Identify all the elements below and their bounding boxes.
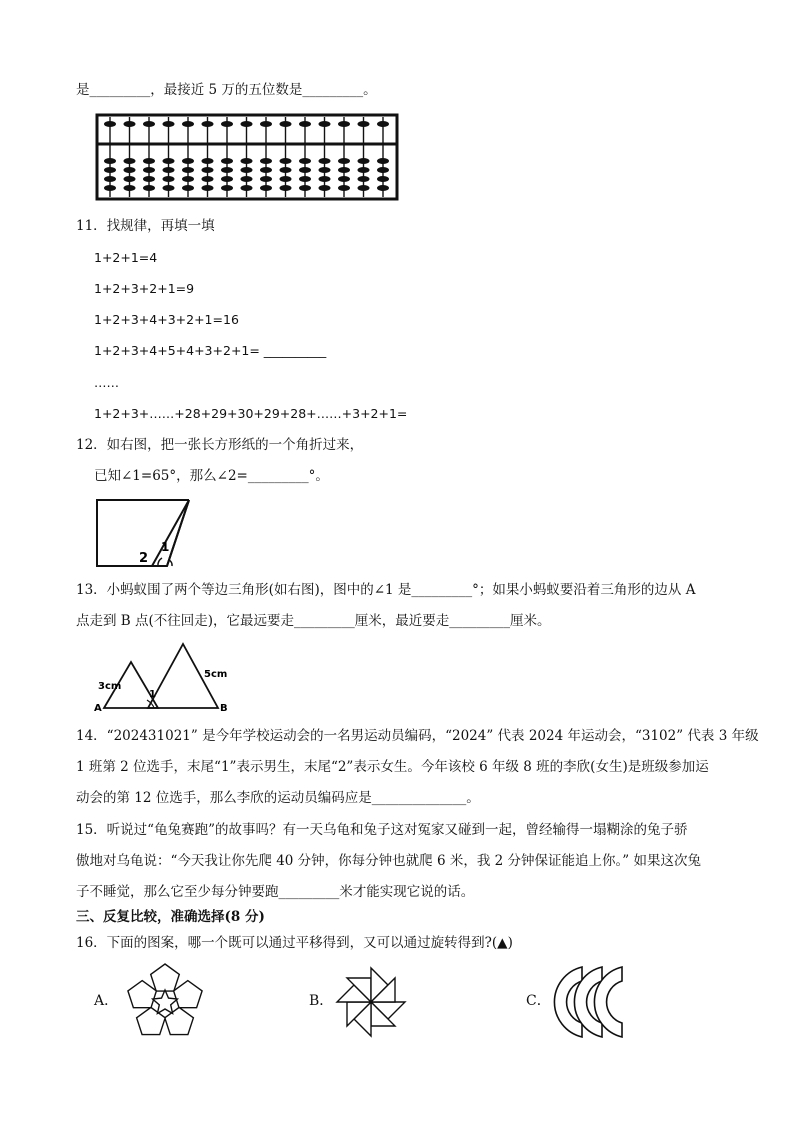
q12-line-2: 已知∠1=65°，那么∠2=_________°。 (94, 468, 329, 484)
abacus-lower-bead (377, 176, 389, 182)
abacus-lower-bead (280, 185, 292, 191)
q14-line-1: 14．“202431021” 是今年学校运动会的一名男运动员编码，“2024” 代表 2024 年运动会，“3102” 代表 3 年级 (76, 728, 759, 744)
abacus-upper-bead (280, 121, 292, 127)
abacus-lower-bead (182, 158, 194, 164)
abacus-lower-bead (104, 176, 116, 182)
abacus-lower-bead (241, 185, 253, 191)
abacus-lower-bead (299, 158, 311, 164)
abacus-lower-bead (221, 185, 233, 191)
abacus-lower-bead (143, 158, 155, 164)
q11-row-5: …… (94, 375, 119, 390)
abacus-lower-bead (280, 167, 292, 173)
abacus-upper-bead (241, 121, 253, 127)
abacus-lower-bead (377, 185, 389, 191)
q16-option-b[interactable]: B． (309, 993, 334, 1009)
abacus-lower-bead (182, 176, 194, 182)
q10-line: 是_________，最接近 5 万的五位数是_________。 (76, 82, 377, 98)
q14-line-3: 动会的第 12 位选手，那么李欣的运动员编码应是______________。 (76, 790, 480, 806)
pentagon-petal (128, 981, 156, 1008)
abacus-lower-bead (221, 167, 233, 173)
q13-line-1: 13．小蚂蚁围了两个等边三角形(如右图)，图中的∠1 是_________°；如果小蚂蚁要沿着三角形的边从 A (76, 582, 696, 598)
q12-line-1: 12．如右图，把一张长方形纸的一个角折过来， (76, 437, 364, 453)
angle-2-label: 2 (139, 551, 149, 566)
abacus-lower-bead (163, 185, 175, 191)
abacus-lower-bead (124, 176, 136, 182)
abacus-lower-bead (358, 176, 370, 182)
abacus-lower-bead (221, 158, 233, 164)
abacus-lower-bead (299, 167, 311, 173)
abacus-lower-bead (163, 167, 175, 173)
abacus-lower-bead (319, 167, 331, 173)
abacus-lower-bead (338, 167, 350, 173)
abacus-lower-bead (104, 167, 116, 173)
abacus-lower-bead (182, 185, 194, 191)
abacus-lower-bead (299, 176, 311, 182)
abacus-lower-bead (163, 158, 175, 164)
q15-line-2: 傲地对乌龟说：“今天我让你先爬 40 分钟，你每分钟也就爬 6 米，我 2 分钟保证能追上你。” 如果这次兔 (76, 853, 701, 869)
abacus-lower-bead (358, 185, 370, 191)
abacus-lower-bead (358, 158, 370, 164)
abacus-lower-bead (338, 185, 350, 191)
abacus-lower-bead (319, 158, 331, 164)
q15-line-3: 子不睡觉，那么它至少每分钟要跑_________米才能实现它说的话。 (76, 884, 475, 900)
abacus-lower-bead (182, 167, 194, 173)
point-b-label: B (220, 703, 228, 714)
abacus-lower-bead (143, 176, 155, 182)
abacus-lower-bead (299, 185, 311, 191)
abacus-upper-bead (221, 121, 233, 127)
folded-paper-figure (95, 496, 195, 570)
abacus-lower-bead (377, 167, 389, 173)
abacus-lower-bead (260, 176, 272, 182)
q16-option-c[interactable]: C． (526, 993, 551, 1009)
pentagon-petal (151, 964, 180, 991)
small-side-label: 3cm (98, 681, 122, 692)
q16-option-a[interactable]: A． (94, 993, 119, 1009)
abacus-lower-bead (358, 167, 370, 173)
abacus-lower-bead (338, 158, 350, 164)
abacus-lower-bead (260, 158, 272, 164)
pentagon-petal (174, 981, 203, 1008)
abacus-lower-bead (221, 176, 233, 182)
q11-row-6: 1+2+3+……+28+29+30+29+28+……+3+2+1= (94, 406, 408, 421)
abacus-lower-bead (241, 158, 253, 164)
abacus-upper-bead (143, 121, 155, 127)
abacus-upper-bead (260, 121, 272, 127)
abacus-lower-bead (104, 185, 116, 191)
abacus-upper-bead (319, 121, 331, 127)
abacus-lower-bead (163, 176, 175, 182)
abacus-lower-bead (280, 176, 292, 182)
crescent-row-figure (550, 963, 636, 1041)
abacus-lower-bead (143, 185, 155, 191)
big-side-label: 5cm (204, 669, 228, 680)
center-star (153, 990, 178, 1014)
abacus-lower-bead (124, 167, 136, 173)
abacus-lower-bead (280, 158, 292, 164)
abacus-lower-bead (202, 167, 214, 173)
abacus-figure (96, 113, 398, 201)
abacus-lower-bead (124, 158, 136, 164)
angle-1-label: 1 (161, 540, 170, 554)
abacus-upper-bead (299, 121, 311, 127)
abacus-upper-bead (377, 121, 389, 127)
abacus-lower-bead (202, 185, 214, 191)
abacus-upper-bead (358, 121, 370, 127)
q14-line-2: 1 班第 2 位选手，末尾“1”表示男生，末尾“2”表示女生。今年该校 6 年级 8 班的李欣(女生)是班级参加运 (76, 759, 709, 775)
section-3-title: 三、反复比较，准确选择(8 分) (76, 909, 265, 925)
abacus-upper-bead (182, 121, 194, 127)
abacus-lower-bead (202, 158, 214, 164)
pinwheel-figure (333, 964, 409, 1040)
q11-row-1: 1+2+1=4 (94, 250, 158, 265)
angle-label: 1 (149, 689, 156, 700)
abacus-lower-bead (124, 185, 136, 191)
q11-row-3: 1+2+3+4+3+2+1=16 (94, 312, 239, 327)
abacus-lower-bead (241, 176, 253, 182)
abacus-upper-bead (202, 121, 214, 127)
abacus-upper-bead (104, 121, 116, 127)
q13-line-2: 点走到 B 点(不往回走)，它最远要走_________厘米，最近要走_________厘米。 (76, 613, 551, 629)
abacus-upper-bead (124, 121, 136, 127)
abacus-lower-bead (377, 158, 389, 164)
q11-title: 11．找规律，再填一填 (76, 218, 215, 234)
abacus-lower-bead (241, 167, 253, 173)
abacus-lower-bead (104, 158, 116, 164)
abacus-lower-bead (319, 185, 331, 191)
q11-row-2: 1+2+3+2+1=9 (94, 281, 195, 296)
q16-title: 16．下面的图案，哪一个既可以通过平移得到，又可以通过旋转得到?(▲) (76, 935, 513, 951)
triangles-figure (94, 640, 244, 712)
q11-row-4: 1+2+3+4+5+4+3+2+1= __________ (94, 343, 327, 358)
abacus-upper-bead (338, 121, 350, 127)
abacus-lower-bead (319, 176, 331, 182)
abacus-lower-bead (143, 167, 155, 173)
pentagon-flower-figure (120, 965, 210, 1041)
abacus-lower-bead (338, 176, 350, 182)
abacus-lower-bead (260, 185, 272, 191)
q15-line-1: 15．听说过“龟兔赛跑”的故事吗？有一天乌龟和兔子这对冤家又碰到一起，曾经输得一塌糊涂的兔子骄 (76, 822, 688, 838)
abacus-lower-bead (260, 167, 272, 173)
abacus-lower-bead (202, 176, 214, 182)
point-a-label: A (94, 703, 102, 714)
abacus-upper-bead (163, 121, 175, 127)
